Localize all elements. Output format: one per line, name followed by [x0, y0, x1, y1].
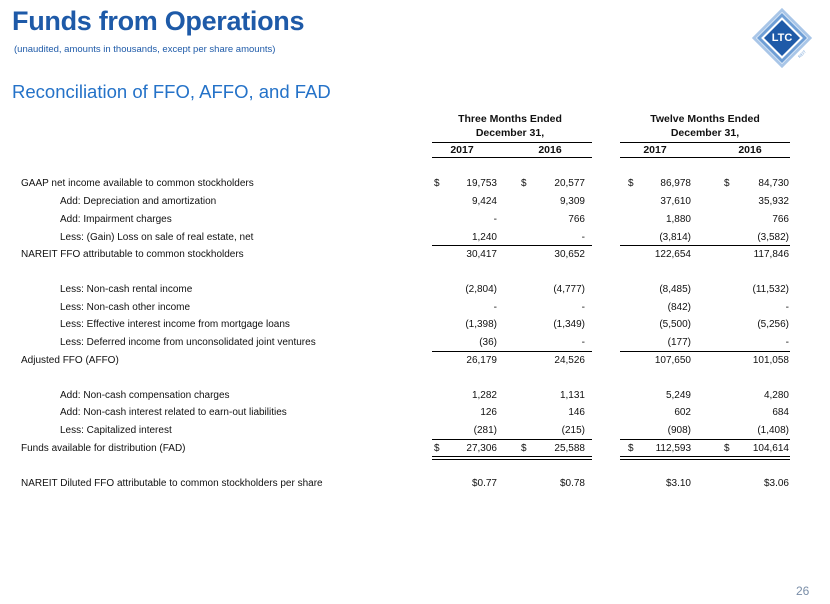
row-label: Add: Depreciation and amortization	[60, 196, 217, 207]
value-cell: 1,240	[471, 232, 497, 243]
rule-line	[620, 439, 790, 440]
value-cell: 5,249	[665, 390, 691, 401]
section-title: Reconciliation of FFO, AFFO, and FAD	[12, 81, 331, 102]
table-row	[0, 281, 830, 299]
table-row	[0, 211, 830, 229]
year-header-4: 2016	[738, 144, 762, 156]
dollar-sign: $	[724, 443, 730, 454]
value-cell: (8,485)	[659, 284, 691, 295]
value-cell: (3,582)	[757, 232, 789, 243]
value-cell: (1,408)	[757, 425, 789, 436]
value-cell: 25,588	[554, 443, 585, 454]
dollar-sign: $	[434, 178, 440, 189]
table-row	[0, 299, 830, 317]
row-label: Less: Non-cash rental income	[60, 284, 193, 295]
value-cell: (5,256)	[757, 319, 789, 330]
value-cell: 30,417	[466, 249, 497, 260]
value-cell: 126	[480, 407, 497, 418]
value-cell: (215)	[561, 425, 585, 436]
dollar-sign: $	[434, 443, 440, 454]
table-row	[0, 175, 830, 193]
row-label: Less: Capitalized interest	[60, 425, 172, 436]
rule-line	[432, 456, 592, 460]
value-cell: (908)	[667, 425, 691, 436]
rule-line	[432, 351, 592, 352]
table-row	[0, 334, 830, 352]
table-row	[0, 404, 830, 422]
value-cell: 86,978	[660, 178, 691, 189]
three-months-header: Three Months Ended December 31,	[458, 113, 562, 139]
row-label: GAAP net income available to common stockholders	[21, 178, 254, 189]
value-cell: 684	[772, 407, 789, 418]
value-cell: 20,577	[554, 178, 585, 189]
value-cell: -	[785, 337, 789, 348]
value-cell: 9,424	[471, 196, 497, 207]
value-cell: $0.78	[559, 478, 585, 489]
value-cell: 27,306	[466, 443, 497, 454]
rule-line	[620, 245, 790, 246]
value-cell: 26,179	[466, 355, 497, 366]
dollar-sign: $	[628, 443, 634, 454]
row-label: Add: Impairment charges	[60, 214, 172, 225]
value-cell: 1,131	[559, 390, 585, 401]
value-cell: (11,532)	[752, 284, 789, 295]
value-cell: 766	[568, 214, 585, 225]
value-cell: (281)	[473, 425, 497, 436]
page-number: 26	[796, 584, 810, 598]
value-cell: (3,814)	[659, 232, 691, 243]
logo-subtext: REIT	[796, 48, 807, 59]
value-cell: (1,349)	[553, 319, 585, 330]
row-label: Adjusted FFO (AFFO)	[21, 355, 119, 366]
value-cell: 104,614	[752, 443, 789, 454]
value-cell: -	[785, 302, 789, 313]
dollar-sign: $	[628, 178, 634, 189]
value-cell: 1,282	[471, 390, 497, 401]
dollar-sign: $	[521, 443, 527, 454]
row-label: Less: Effective interest income from mortgage loans	[60, 319, 290, 330]
value-cell: 101,058	[752, 355, 789, 366]
year-header-1: 2017	[450, 144, 474, 156]
value-cell: -	[581, 232, 585, 243]
value-cell: -	[581, 302, 585, 313]
value-cell: 37,610	[660, 196, 691, 207]
value-cell: $3.10	[665, 478, 691, 489]
rule-line	[620, 456, 790, 460]
year-header-2: 2016	[538, 144, 562, 156]
value-cell: 19,753	[466, 178, 497, 189]
table-row	[0, 352, 830, 370]
value-cell: (4,777)	[553, 284, 585, 295]
value-cell: (842)	[667, 302, 691, 313]
value-cell: 766	[772, 214, 789, 225]
table-row	[0, 246, 830, 264]
value-cell: 4,280	[763, 390, 789, 401]
row-label: Funds available for distribution (FAD)	[21, 443, 186, 454]
value-cell: 35,932	[758, 196, 789, 207]
value-cell: (177)	[667, 337, 691, 348]
rule-line	[620, 351, 790, 352]
value-cell: $3.06	[763, 478, 789, 489]
value-cell: 146	[568, 407, 585, 418]
value-cell: (36)	[479, 337, 497, 348]
row-label: NAREIT FFO attributable to common stockholders	[21, 249, 244, 260]
value-cell: 112,593	[655, 443, 691, 454]
row-label: Add: Non-cash interest related to earn-out liabilities	[60, 407, 287, 418]
table-row	[0, 193, 830, 211]
value-cell: 84,730	[758, 178, 789, 189]
row-label: Less: Deferred income from unconsolidated joint ventures	[60, 337, 316, 348]
value-cell: (5,500)	[659, 319, 691, 330]
value-cell: -	[581, 337, 585, 348]
value-cell: 1,880	[665, 214, 691, 225]
value-cell: 602	[674, 407, 691, 418]
value-cell: -	[493, 214, 497, 225]
dollar-sign: $	[724, 178, 730, 189]
row-label: Less: Non-cash other income	[60, 302, 191, 313]
value-cell: $0.77	[471, 478, 497, 489]
value-cell: 122,654	[654, 249, 691, 260]
value-cell: 24,526	[554, 355, 585, 366]
value-cell: (2,804)	[465, 284, 497, 295]
ltc-logo	[752, 8, 812, 68]
value-cell: -	[493, 302, 497, 313]
row-label: Less: (Gain) Loss on sale of real estate, net	[60, 232, 254, 243]
value-cell: 107,650	[654, 355, 691, 366]
rule-line	[432, 439, 592, 440]
table-row	[0, 422, 830, 440]
logo-text: LTC	[771, 32, 793, 44]
value-cell: (1,398)	[465, 319, 497, 330]
twelve-months-header: Twelve Months Ended December 31,	[650, 113, 760, 139]
value-cell: 117,846	[753, 249, 789, 260]
table-row	[0, 316, 830, 334]
page-title: Funds from Operations	[12, 6, 305, 36]
table-row	[0, 475, 830, 493]
table-row	[0, 387, 830, 405]
value-cell: 30,652	[554, 249, 585, 260]
value-cell: 9,309	[559, 196, 585, 207]
page-subtitle: (unaudited, amounts in thousands, except per share amounts)	[14, 44, 276, 55]
rule-line	[432, 245, 592, 246]
row-label: NAREIT Diluted FFO attributable to common stockholders per share	[21, 478, 323, 489]
row-label: Add: Non-cash compensation charges	[60, 390, 230, 401]
dollar-sign: $	[521, 178, 527, 189]
year-header-3: 2017	[643, 144, 667, 156]
